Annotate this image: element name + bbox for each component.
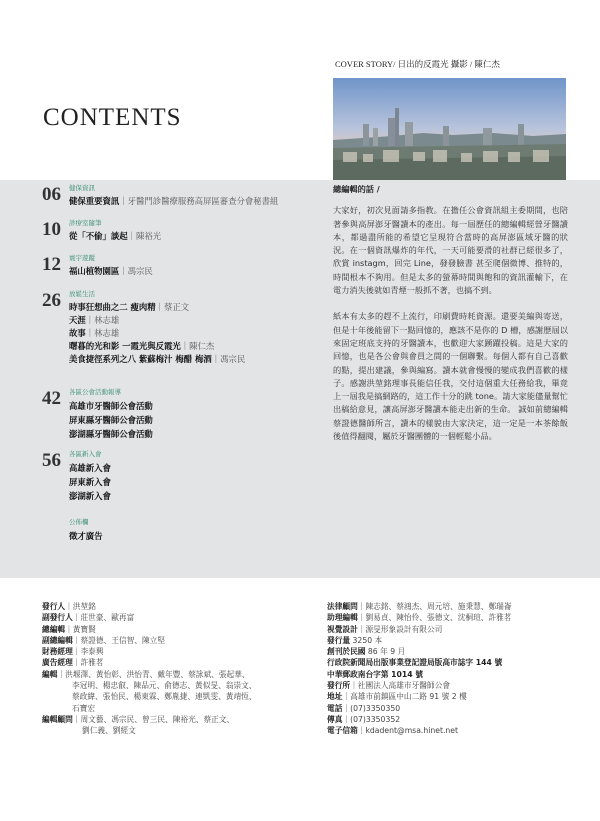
cover-story-credit: COVER STORY/ 日出的反霞光 攝影 / 陳仁杰 bbox=[335, 59, 500, 69]
credit-row: 地址 ｜ 高雄市前鎮區中山二路 91 號 2 樓 bbox=[327, 692, 467, 702]
credit-row: 發行量 3250 本 bbox=[327, 635, 383, 645]
toc-entry[interactable]: 美食捷徑系列之八 紫蘇梅汁 梅醋 梅酒｜馮宗民 bbox=[69, 354, 246, 364]
credit-continuation: 李冠明、楊忠叡、陳品元、俞德志、黃似旻、翁崇文、 bbox=[72, 681, 257, 691]
toc-entry[interactable]: 高雄新入會 bbox=[69, 463, 111, 473]
section-category: 公佈欄 bbox=[69, 518, 89, 526]
page-number: 10 bbox=[42, 219, 61, 240]
credit-row: 總編輯 ｜ 黃寶賢 bbox=[42, 624, 96, 634]
credit-row: 財務經理 ｜ 李泰興 bbox=[42, 647, 104, 657]
section-category: 放鬆生活 bbox=[69, 290, 95, 298]
toc-entry[interactable]: 福山植物園區｜馮宗民 bbox=[69, 266, 153, 276]
credit-row: 編輯 ｜ 洪堰澤、黃怡彰、洪怡青、戴年豐、蔡詠斌、張起華、 bbox=[42, 669, 250, 679]
credit-row: 助理編輯 ｜ 劉易貞、陳怡伶、張德文、沈桐瑄、許雅茗 bbox=[327, 613, 512, 623]
page-number: 12 bbox=[42, 254, 61, 275]
editor-note-paragraph: 紙本有太多的趕不上流行，印刷費時耗資源。還要美編與寄送，但是十年後能留下一點回憶的，應該不是你的 D 槽，感謝歷屆以來固定班底支持的牙醫讀本，也歡迎大家踴躍投稿。這是大家的回憶，也是各公會與會員之間的一個聯繫。每個人都有自己喜歡的點，提出建議，參與編寫。讀本就會慢慢的變成我們喜歡的樣子。感謝洪堃銘理事長能信任我，交付這個重大任務給我，畢竟上一屆我是搞網路的，這工作十分的跳 tone。請大家能儘量幫忙出稿給意見，讓高屏澎牙醫讀本能走出新的生命。 誠如前總編輯蔡證德醫師所言，讀本的樣貌由大家決定，這一定是一本茶餘飯後值得翻閱，屬於牙醫團體的一個輕鬆小品。 bbox=[333, 311, 568, 442]
page-number: 56 bbox=[42, 450, 61, 471]
credit-row: 創刊於民國 86 年 9 月 bbox=[327, 647, 406, 657]
section-category: 診療室隨筆 bbox=[69, 219, 102, 227]
email-link: kdadent@msa.hinet.net bbox=[365, 726, 459, 736]
toc-entry[interactable]: 屏東縣牙醫師公會活動 bbox=[69, 415, 153, 425]
toc-entry[interactable]: 屏東新入會 bbox=[69, 477, 111, 487]
masthead-right bbox=[327, 601, 512, 737]
contents-title: CONTENTS bbox=[43, 104, 182, 131]
credit-row: 副發行人 ｜ 莊世豪、歐再富 bbox=[42, 613, 135, 623]
section-category: 寰宇遊蹤 bbox=[69, 254, 95, 262]
credit-row: 行政院新聞局出版事業登記證局版高市誌字 144 號 bbox=[327, 658, 503, 668]
credit-row: 副總編輯 ｜ 蔡證德、王信智、陳立堅 bbox=[42, 635, 166, 645]
page-number: 26 bbox=[42, 290, 61, 311]
masthead-left bbox=[42, 601, 257, 737]
credit-row: 電話 ｜ (07)3350350 bbox=[327, 703, 401, 713]
toc-entry[interactable]: 徵才廣告 bbox=[69, 531, 103, 541]
section-category: 健保資訊 bbox=[69, 184, 95, 192]
credit-continuation: 蔡政緯、張怡民、楊東霖、鄭胤捷、連凱雯、黃靖恆、 bbox=[72, 692, 257, 702]
toc-entry[interactable]: 時事狂想曲之二 瘦肉精｜蔡正文 bbox=[69, 302, 190, 312]
editor-note bbox=[333, 183, 568, 456]
section-category: 各區新入會 bbox=[69, 450, 102, 458]
credit-row: 廣告經理 ｜ 許雅茗 bbox=[42, 658, 104, 668]
toc-entry[interactable]: 高雄市牙醫師公會活動 bbox=[69, 401, 153, 411]
credit-row: 發行所 ｜ 社團法人高雄市牙醫師公會 bbox=[327, 681, 451, 691]
credit-continuation: 石寶宏 bbox=[72, 703, 96, 713]
editor-note-paragraph: 大家好，初次見面請多指教。在擔任公會資訊組主委期間，也陪著參與高屏澎牙醫讀本的產出。每一屆歷任的總編輯經營牙醫讀本，都過盡所能的希望它呈現符合當時的高屏澎區域牙醫的狀況。在一個資訊爆炸的年代，一天可能要滑的社群已經很多了，欣賞 instagm，回完 Line，發發臉書 甚至爬個微博、推特的，時間根本不夠用。但是太多的螢幕時間與飽和的資訊灌輸下，在電力消失後就如青煙一般抓不著，也搞不到。 bbox=[333, 205, 568, 296]
toc-entry[interactable]: 天涯｜林志雄 bbox=[69, 315, 120, 325]
credit-continuation: 劉仁義、劉經文 bbox=[82, 726, 136, 736]
credit-row: 法律顧問 ｜ 陳志銘、蔡鴻杰、周元培、施秉慧、鄭瑞崙 bbox=[327, 602, 512, 611]
toc-entry[interactable]: 健保重要資訊｜牙醫門診醫療服務高屏區審查分會秘書組 bbox=[69, 196, 279, 206]
credit-row: 中華郵政南台字第 1014 號 bbox=[327, 669, 423, 679]
toc-entry[interactable]: 澎湖新入會 bbox=[69, 491, 111, 501]
credit-row[interactable]: 電子信箱 ｜ kdadent@msa.hinet.net bbox=[327, 726, 459, 736]
cover-photo bbox=[333, 78, 566, 180]
toc-entry[interactable]: 故事｜林志雄 bbox=[69, 328, 120, 338]
page-number: 42 bbox=[42, 388, 61, 409]
toc-entry[interactable]: 澎湖縣牙醫師公會活動 bbox=[69, 429, 153, 439]
page-number: 06 bbox=[42, 184, 61, 205]
credit-row: 視覺設計 ｜ 源旻形象設計有限公司 bbox=[327, 624, 443, 634]
credit-row: 編輯顧問 ｜ 周文藝、馮宗民、曾三民、陳裕光、蔡正文、 bbox=[42, 714, 235, 724]
editor-note-heading: 總編輯的話 / bbox=[333, 184, 380, 194]
toc-entry[interactable]: 從「不偷」談起｜陳裕光 bbox=[69, 231, 162, 241]
credit-row: 傳真 ｜ (07)3350352 bbox=[327, 714, 401, 724]
credit-row: 發行人 ｜ 洪堃銘 bbox=[42, 602, 96, 611]
toc-entry[interactable]: 曙暮的光和影 一霞光與反霞光｜陳仁杰 bbox=[69, 341, 215, 351]
section-category: 各區公會活動報導 bbox=[69, 388, 121, 396]
